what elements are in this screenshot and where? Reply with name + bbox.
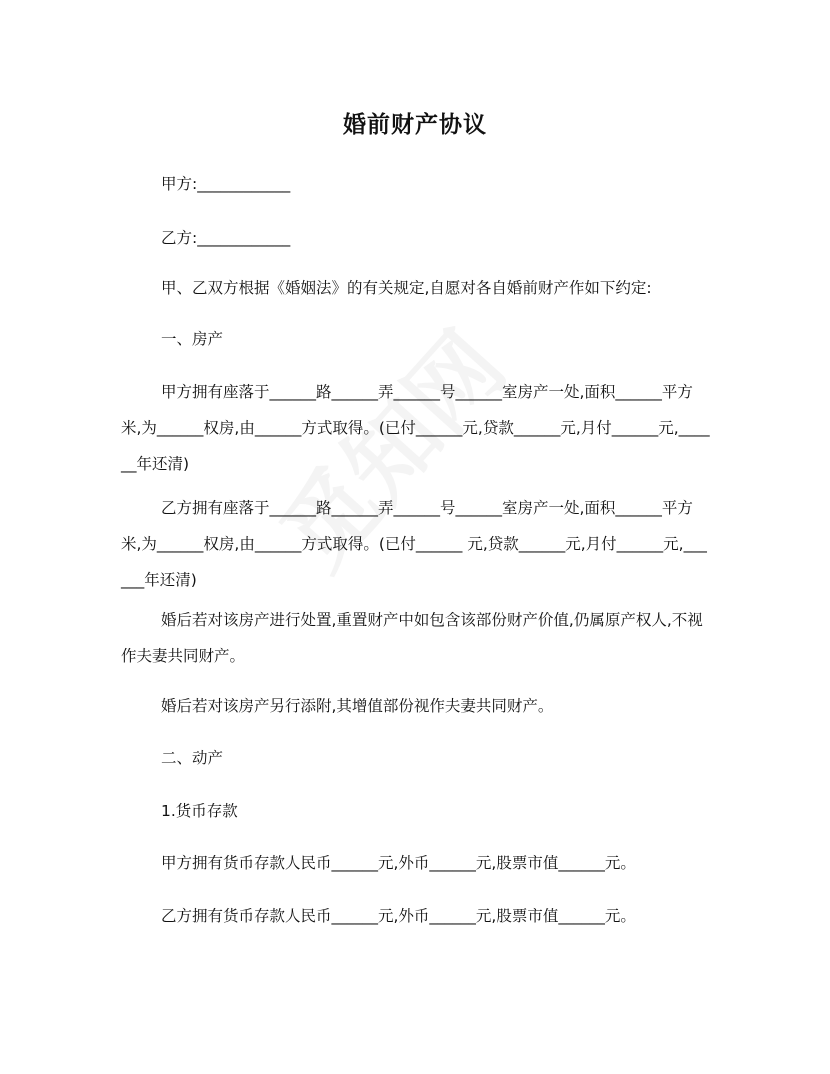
- page-title: 婚前财产协议: [343, 112, 487, 138]
- deposits-clause-a: 甲方拥有货币存款人民币______元,外币______元,股票市值______元。: [161, 854, 636, 872]
- real-estate-clause-c: [121, 602, 711, 674]
- real-estate-clause-c-text: 婚后若对该房产进行处置,重置财产中如包含该部份财产价值,仍属原产权人,不视作夫妻共同财产。: [121, 611, 703, 665]
- section-heading-movables: 二、动产: [161, 749, 224, 767]
- real-estate-clause-b: [121, 490, 711, 598]
- party-a-line: 甲方:____________: [161, 175, 291, 193]
- real-estate-clause-a: [121, 374, 715, 482]
- section-heading-real-estate: 一、房产: [161, 330, 224, 348]
- real-estate-clause-b-text: 乙方拥有座落于______路______弄______号______室房产一处,面积______平方米,为______权房,由______方式取得。(已付______ 元,贷款______元,月付______元,___ ___年还清): [121, 499, 712, 589]
- subsection-heading-deposits: 1.货币存款: [161, 802, 238, 820]
- intro-paragraph: 甲、乙双方根据《婚姻法》的有关规定,自愿对各自婚前财产作如下约定:: [161, 279, 652, 297]
- party-b-line: 乙方:____________: [161, 229, 291, 247]
- real-estate-clause-a-text: 甲方拥有座落于______路______弄______号______室房产一处,面积______平方米,为______权房,由______方式取得。(已付______元,贷款______元,月付______元,____ __年还清): [121, 383, 715, 473]
- real-estate-clause-d: 婚后若对该房产另行添附,其增值部份视作夫妻共同财产。: [161, 697, 554, 715]
- deposits-clause-b: 乙方拥有货币存款人民币______元,外币______元,股票市值______元。: [161, 907, 636, 925]
